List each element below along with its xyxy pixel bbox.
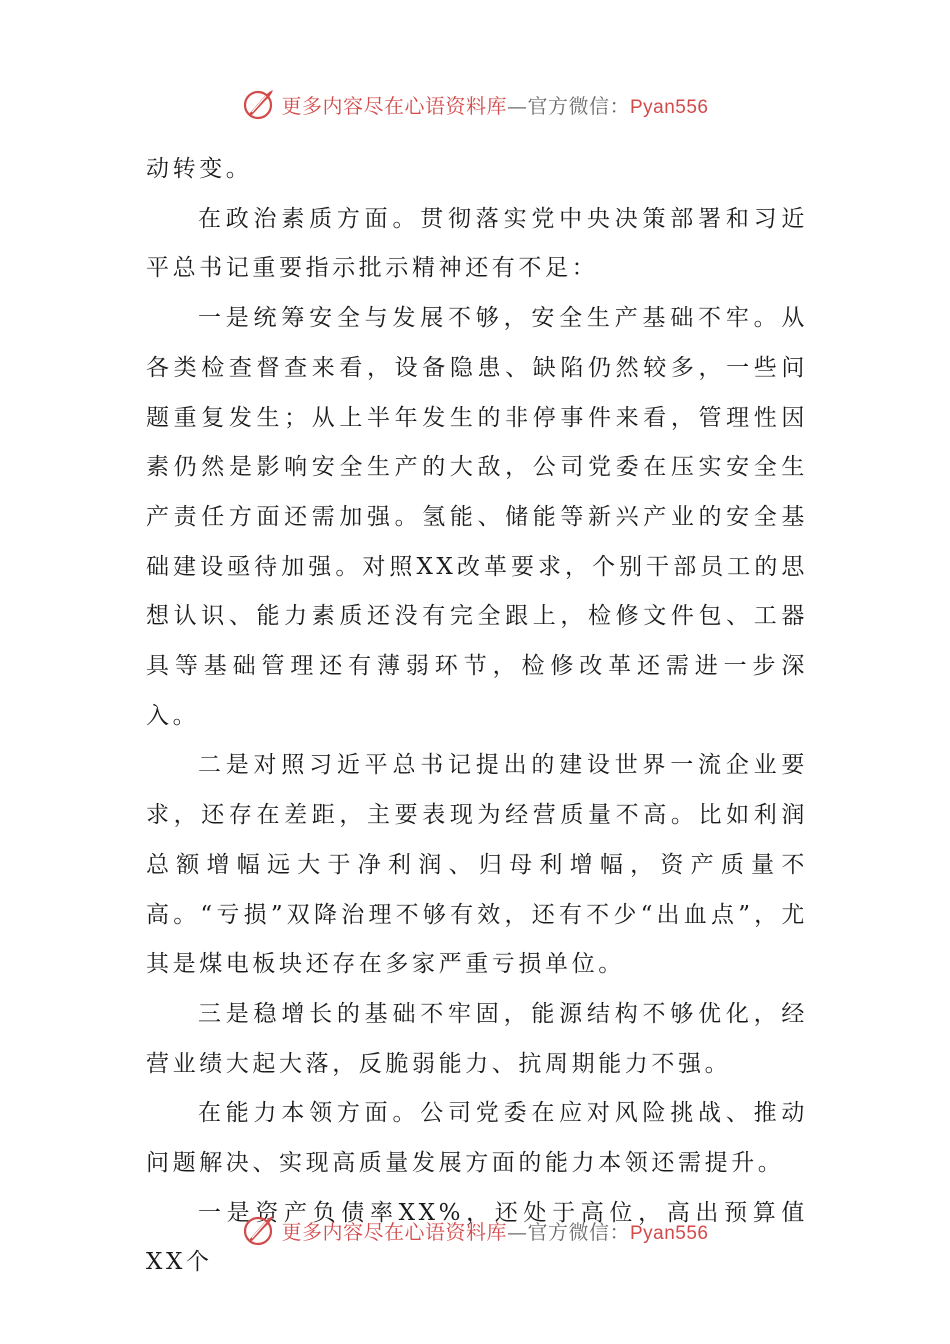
banner-title: 更多内容尽在心语资料库 <box>281 93 507 118</box>
banner-title: 更多内容尽在心语资料库 <box>281 1219 507 1244</box>
banner-separator: — <box>506 1219 528 1244</box>
paragraph-political-quality: 在政治素质方面。贯彻落实党中央决策部署和习近平总书记重要指示批示精神还有不足： <box>146 205 808 282</box>
quill-pen-logo-icon <box>241 86 277 122</box>
header-banner <box>0 82 950 126</box>
banner-label: 官方微信： <box>527 93 630 118</box>
banner-label: 官方微信： <box>527 1219 630 1244</box>
paragraph-point-two-world-class: 二是对照习近平总书记提出的建设世界一流企业要求，还存在差距，主要表现为经营质量不高。比如利润总额增幅远大于净利润、归母利增幅，资产质量不高。“亏损”双降治理不够有效，还有不少“出血点”，尤其是煤电板块还存在多家严重亏损单位。 <box>146 752 808 978</box>
banner-separator: — <box>506 93 528 118</box>
paragraph-debt-ratio: 一是资产负债率XX%，还处于高位，高出预算值XX个 <box>146 1199 808 1276</box>
paragraph-point-one-safety: 一是统筹安全与发展不够，安全生产基础不牢。从各类检查督查来看，设备隐患、缺陷仍然较多，一些问题重复发生；从上半年发生的非停事件来看，管理性因素仍然是影响安全生产的大敌，公司党委在压实安全生产责任方面还需加强。氢能、储能等新兴产业的安全基础建设亟待加强。对照XX改革要求，个别干部员工的思想认识、能力素质还没有完全跟上，检修文件包、工器具等基础管理还有薄弱环节，检修改革还需进一步深入。 <box>146 305 808 729</box>
paragraph-point-three-growth: 三是稳增长的基础不牢固，能源结构不够优化，经营业绩大起大落，反脆弱能力、抗周期能力不强。 <box>146 1000 808 1077</box>
paragraph-continuation: 动转变。 <box>146 156 253 182</box>
quill-pen-logo-icon <box>241 1212 277 1248</box>
banner-wechat-id: Pyan556 <box>629 96 709 118</box>
footer-banner <box>0 1208 950 1252</box>
banner-wechat-id: Pyan556 <box>629 1222 709 1244</box>
document-body <box>146 145 808 1288</box>
paragraph-capability: 在能力本领方面。公司党委在应对风险挑战、推动问题解决、实现高质量发展方面的能力本领还需提升。 <box>146 1100 808 1177</box>
